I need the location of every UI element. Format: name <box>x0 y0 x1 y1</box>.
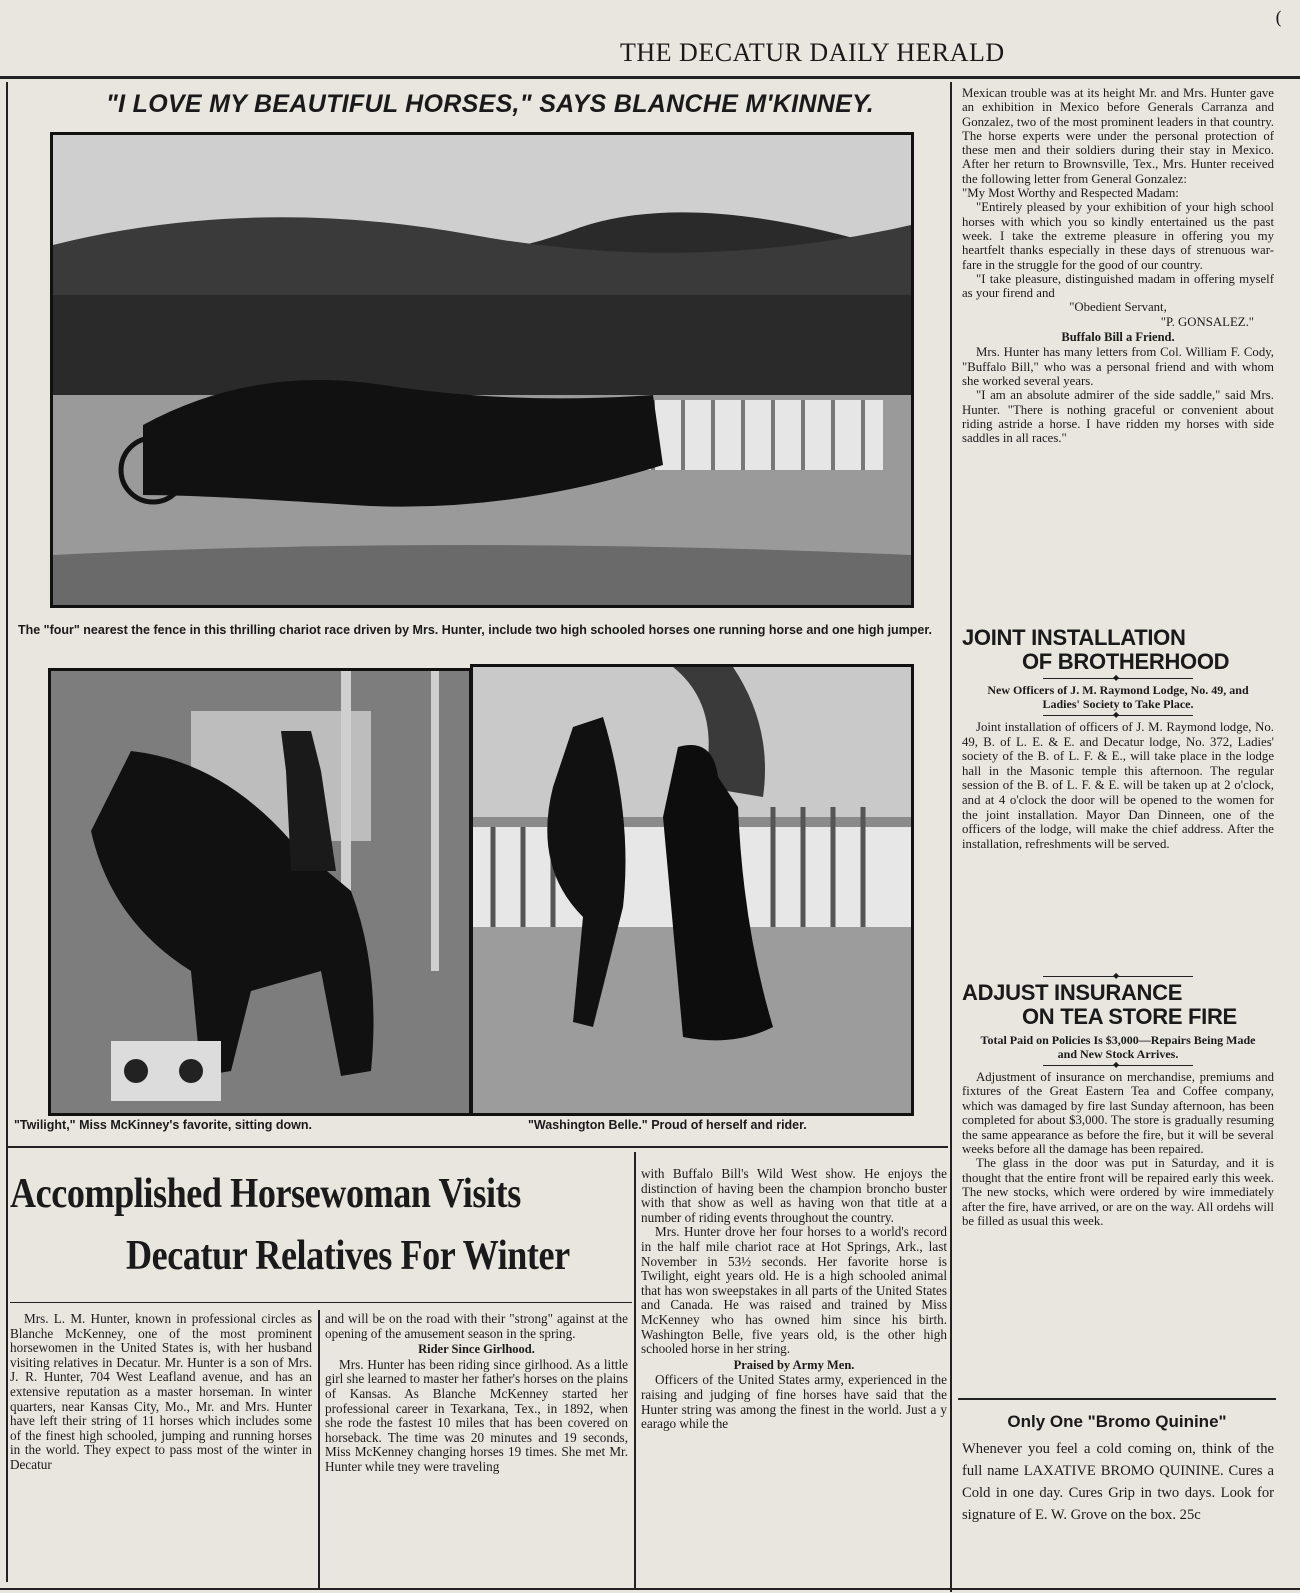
brotherhood-headline-line2: OF BROTHERHOOD <box>1022 649 1230 674</box>
chariot-race-photo <box>50 132 914 608</box>
right-column-continuation <box>962 86 1274 445</box>
masthead <box>0 0 1300 78</box>
page-bottom-rule <box>0 1588 1300 1590</box>
newspaper-name: THE DECATUR DAILY HERALD <box>620 38 1005 67</box>
article-column-2 <box>325 1312 628 1475</box>
letter-close: "Obedient Servant, <box>1069 300 1167 315</box>
article-col3-paragraph-1: with Buffalo Bill's Wild West show. He enjoys the distinction of having been the champion broncho buster with that show as well as having won that title at a number of riding events throughout the country. <box>641 1166 947 1225</box>
letter-salutation: "My Most Worthy and Respected Madam: <box>962 186 1179 201</box>
insurance-headline-line1: ADJUST INSURANCE <box>962 980 1183 1005</box>
subhead-rider-since-girlhood: Rider Since Girlhood. <box>418 1342 535 1357</box>
continuation-paragraph: Mexican trouble was at its height Mr. and Mrs. Hunter gave an exhibition in Mexico before Generals Carranza and Gonzalez, two of the most prominent leaders in that country. The horse experts were under the personal protection of these men and their soldiers during their stay in Mexico. After her return to Brownsville, Tex., Mrs. Hunter received the following letter from General Gonzalez: <box>962 86 1274 186</box>
insurance-paragraph-2: The glass in the door was put in Saturday, and it is thought that the entire front will be repaired early this week. The new stocks, which were ordered by wire immediately after the fire, have arrived, or are on the way. All ordehs will be filled as usual this week. <box>962 1156 1274 1229</box>
brotherhood-deck: New Officers of J. M. Raymond Lodge, No. 49, and Ladies' Society to Take Place. <box>987 683 1249 711</box>
article-headline-line2: Decatur Relatives For Winter <box>126 1233 570 1279</box>
article-headline-rule <box>10 1302 632 1303</box>
letter-paragraph-1: "Entirely pleased by your exhibition of your high school horses with which you so kindly entertained us the past week. I take the extreme pleasure in offering you my heartfelt thanks especially in these days of strenuous war-fare in the struggle for the good of our country. <box>962 200 1274 272</box>
twilight-photo <box>48 668 472 1116</box>
feature-divider <box>950 82 952 1592</box>
letter-paragraph-2: "I take pleasure, distinguished madam in offering myself as your firend and <box>962 271 1274 301</box>
article-column-1 <box>10 1312 312 1473</box>
letter-signature: "P. GONSALEZ." <box>1160 314 1254 329</box>
article-col-rule-1 <box>318 1310 320 1590</box>
bromo-quinine-ad <box>958 1398 1276 1585</box>
ad-body: Whenever you feel a cold coming on, think of the full name LAXATIVE BROMO QUININE. Cures a Cold in one day. Cures Grip in two days. Look for signature of E. W. Grove on the box. 25c <box>962 1441 1274 1523</box>
feature-headline: "I LOVE MY BEAUTIFUL HORSES," SAYS BLANCHE M'KINNEY. <box>105 90 875 118</box>
brotherhood-rule <box>1043 678 1193 679</box>
article-col-rule-2 <box>634 1152 636 1590</box>
article-col1-paragraph: Mrs. L. M. Hunter, known in professional circles as Blanche McKenney, one of the most prominent horsewomen in the United States is, with her husband visiting relatives in Decatur. Mr. Hunter is a son of Mrs. J. R. Hunter, 704 West Leafland avenue, and has an extensive reputation as a master horseman. In winter quarters, near Kansas City, Mo., Mr. and Mrs. Hunter have left their string of 11 horses which includes some of the finest high schooled, jumping and running horses in the world. They expect to pass most of the winter in Decatur <box>10 1311 312 1472</box>
masthead-rule <box>0 76 1300 79</box>
article-col2-paragraph-2: Mrs. Hunter has been riding since girlhood. As a little girl she learned to master her father's horses on the plains of Kansas. As Blanche McKenney started her professional career in Texarkana, Tex., in 1892, when she rode the fastest 10 miles that has been covered on horseback. The time was 20 minutes and 19 seconds, Miss McKenney changing horses 19 times. She met Mr. Hunter while tney were traveling <box>325 1356 628 1474</box>
feature-bottom-rule <box>8 1146 948 1148</box>
left-border <box>6 82 8 1582</box>
article-col2-paragraph-1: and will be on the road with their "strong" against at the opening of the amusement season in the spring. <box>325 1311 628 1341</box>
insurance-rule <box>1043 1065 1193 1066</box>
insurance-headline-line2: ON TEA STORE FIRE <box>1022 1004 1237 1029</box>
washington-belle-caption: "Washington Belle." Proud of herself and rider. <box>528 1118 807 1132</box>
ad-headline: Only One "Bromo Quinine" <box>1007 1412 1227 1431</box>
brotherhood-rule-2 <box>1043 715 1193 716</box>
subhead-praised-by-army-men: Praised by Army Men. <box>733 1357 855 1372</box>
insurance-top-rule <box>1043 976 1193 977</box>
buffalo-paragraph-2: "I am an absolute admirer of the side saddle," said Mrs. Hunter. "There is nothing graceful or convenient about riding astride a horse. I have ridden my horses with side saddles in all races." <box>962 388 1274 446</box>
washington-belle-photo <box>470 664 914 1116</box>
insurance-deck: Total Paid on Policies Is $3,000—Repairs Being Made and New Stock Arrives. <box>980 1033 1256 1061</box>
article-column-3 <box>641 1167 947 1432</box>
insurance-paragraph-1: Adjustment of insurance on merchandise, premiums and fixtures of the Great Eastern Tea and Coffee company, which was damaged by fire last Sunday afternoon, has been completed for about $3,000. The store is gradually resuming the same appearance as before the fire, but it will be several weeks before all the damage has been repaired. <box>962 1070 1274 1157</box>
brotherhood-headline <box>962 626 1274 674</box>
brotherhood-story <box>962 626 1274 851</box>
subhead-buffalo-bill: Buffalo Bill a Friend. <box>1061 330 1175 345</box>
chariot-race-caption: The "four" nearest the fence in this thrilling chariot race driven by Mrs. Hunter, include two high schooled horses one running horse and one high jumper. <box>17 623 933 637</box>
article-headline-line1: Accomplished Horsewoman Visits <box>10 1171 521 1217</box>
buffalo-paragraph-1: Mrs. Hunter has many letters from Col. William F. Cody, "Buffalo Bill," who was a personal friend and with whom she worked several years. <box>962 345 1274 388</box>
page-folio: ( <box>1274 8 1282 29</box>
twilight-caption: "Twilight," Miss McKinney's favorite, sitting down. <box>14 1118 312 1132</box>
brotherhood-body: Joint installation of officers of J. M. Raymond lodge, No. 49, B. of L. E. & E. and Decatur lodge, No. 372, Ladies' society of the B. of L. F. & E., will take place in the lodge hall in the Masonic temple this afternoon. The regular session of the B. of L. F. & E. will be taken up at 2 o'clock, and at 4 o'clock the door will be opened to the women for the joint installation. Mayor Dan Dinneen, one of the officers of the lodge, will make the chief address. After the installation, refreshments will be served. <box>962 720 1274 851</box>
insurance-story <box>962 976 1274 1228</box>
insurance-headline <box>962 981 1274 1029</box>
article-col3-paragraph-2: Mrs. Hunter drove her four horses to a world's record in the half mile chariot race at Hot Springs, Ark., last November in 53½ seconds. Her favorite horse is Twilight, eight years old. He is a high schooled animal that has won sweepstakes in all parts of the United States and Canada. He was raised and trained by Miss McKenney who has owned him since his birth. Washington Belle, five years old, is the other high schooled horse in her string. <box>641 1224 947 1357</box>
brotherhood-headline-line1: JOINT INSTALLATION <box>962 625 1186 650</box>
article-col3-paragraph-3: Officers of the United States army, experienced in the raising and judging of fine horses have said that the Hunter string was among the finest in the world. Just a y earago while the <box>641 1372 947 1432</box>
